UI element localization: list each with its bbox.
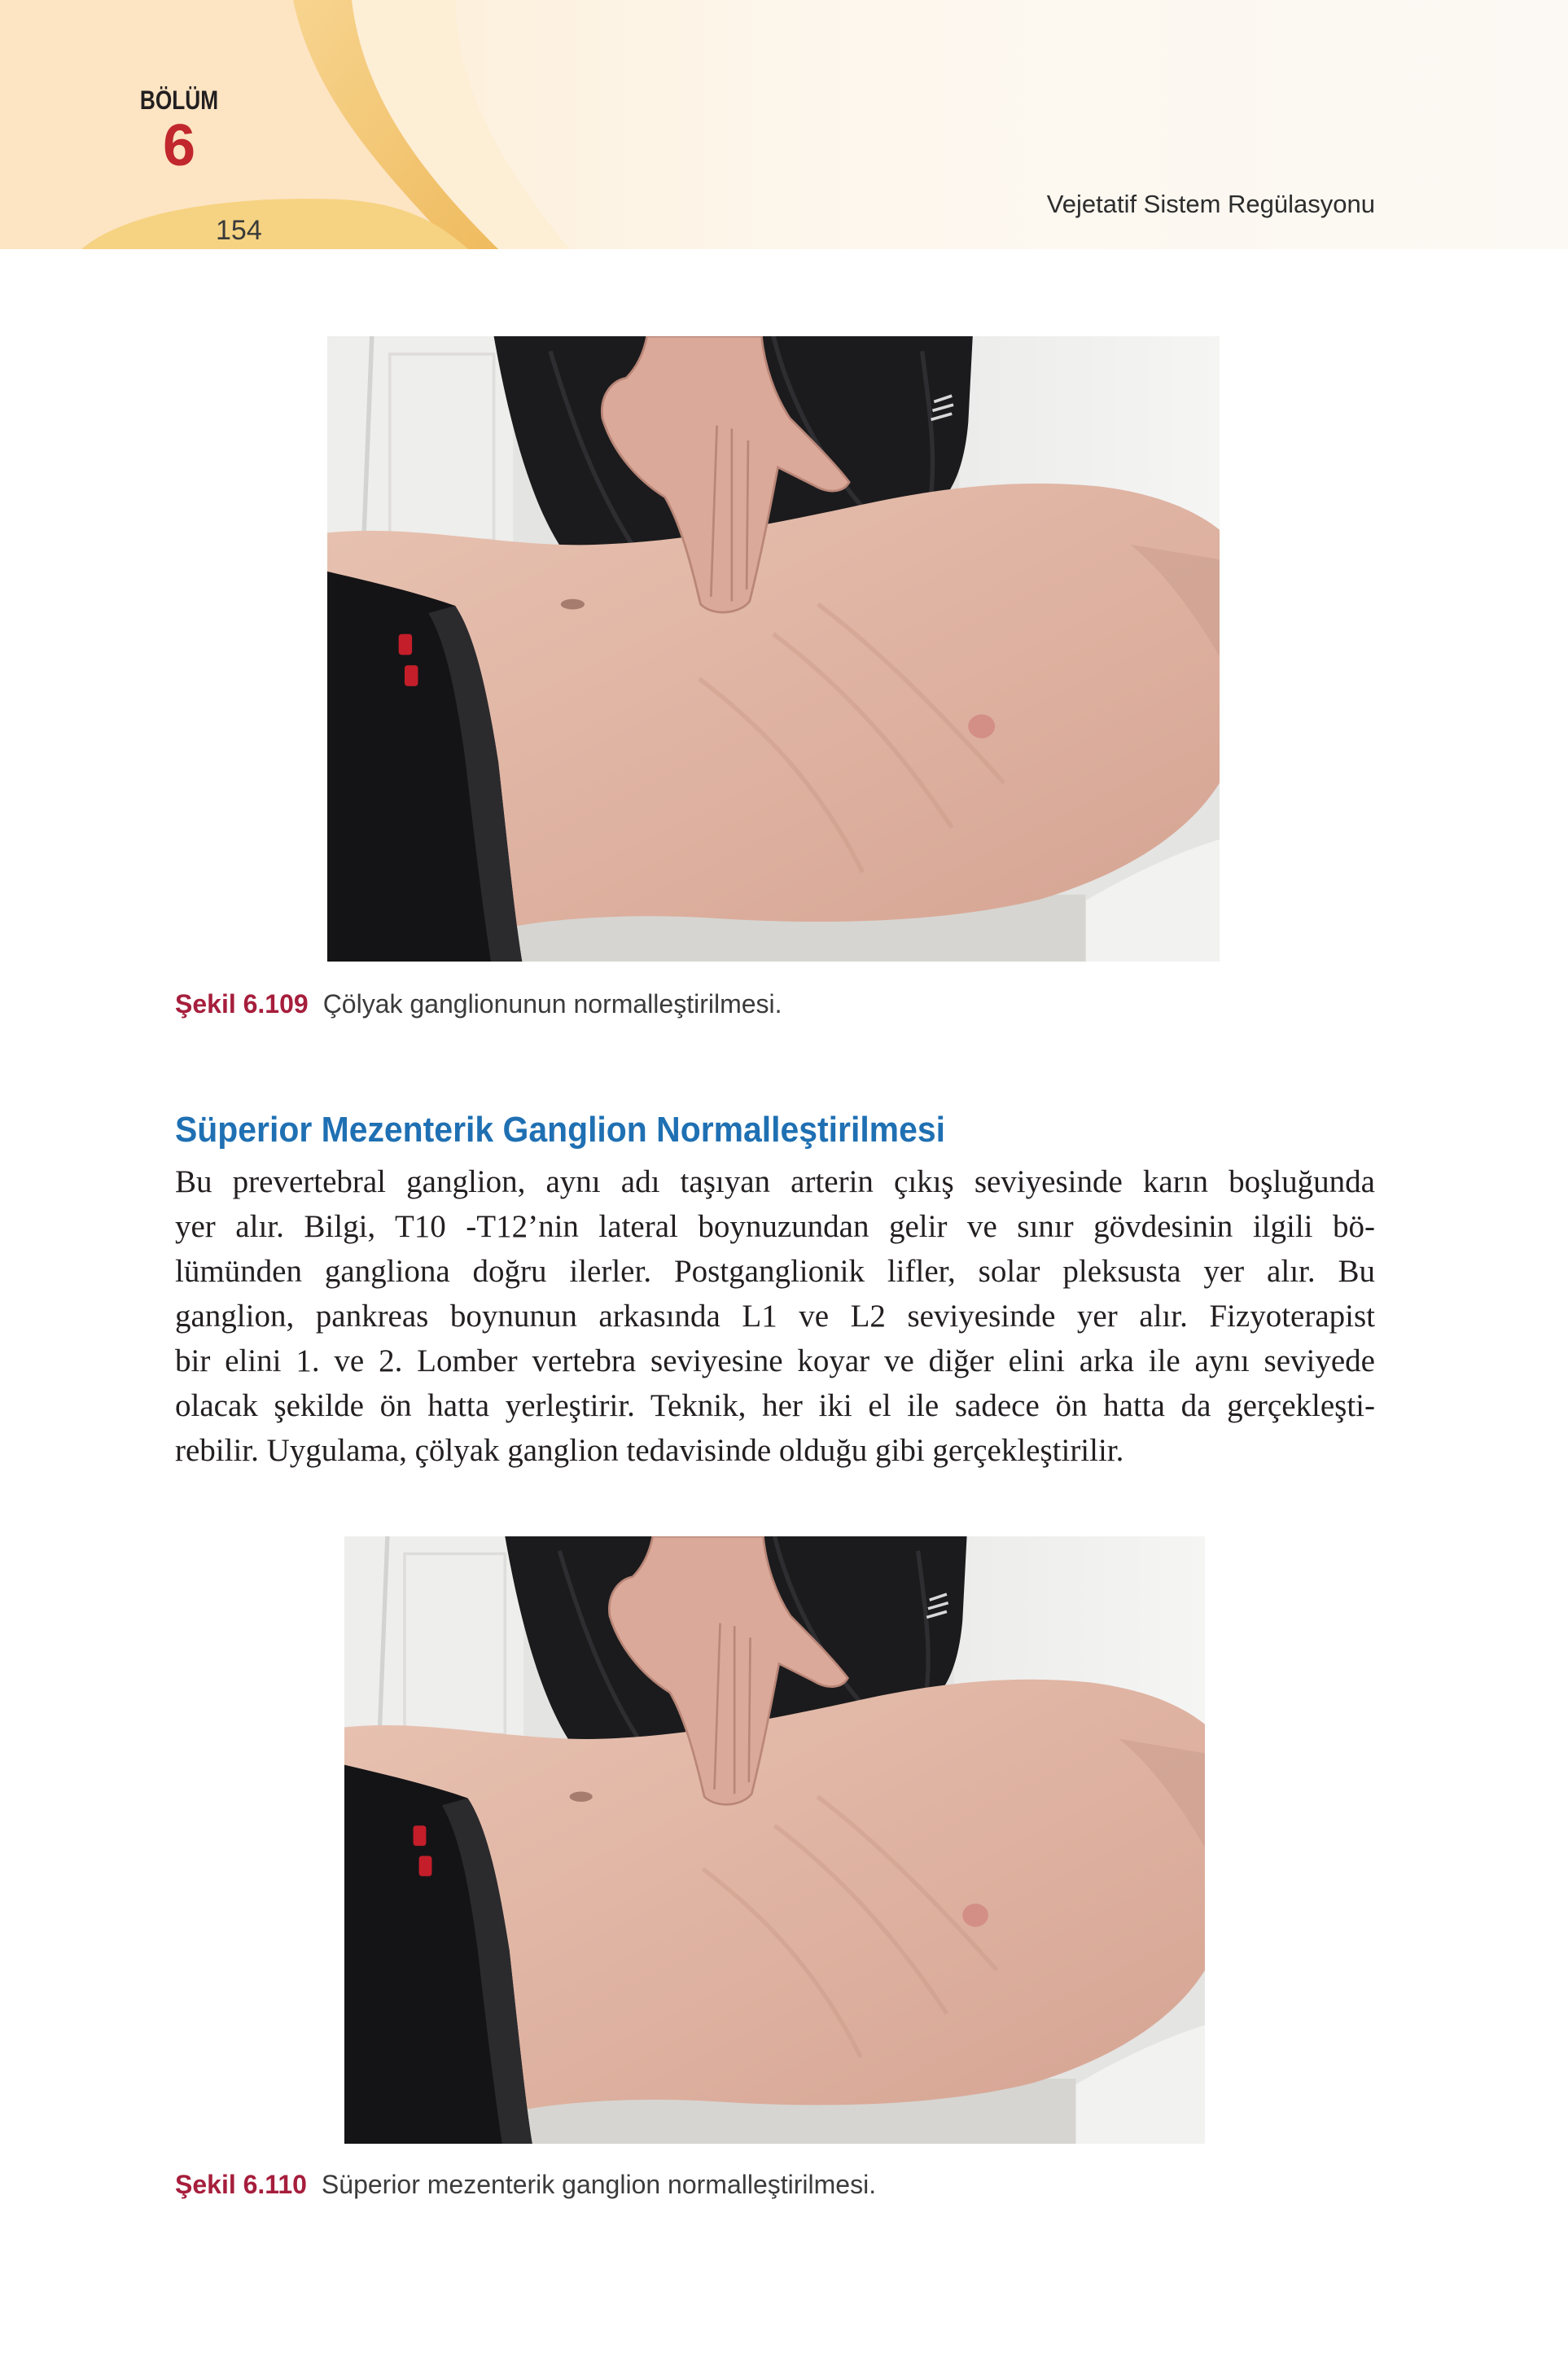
chapter-number: 6	[162, 113, 196, 178]
chapter-label: BÖLÜM	[139, 85, 219, 115]
figure-caption-text: Süperior mezenterik ganglion normalleştirilmesi.	[321, 2170, 877, 2199]
figure-caption	[175, 2171, 876, 2197]
paragraph-line: rebilir. Uygulama, çölyak ganglion tedavisinde olduğu gibi gerçekleştirilir.	[175, 1433, 1124, 1468]
page-number: 154	[216, 215, 262, 246]
body-paragraph	[175, 1159, 1375, 1473]
photo-scene	[327, 336, 1220, 962]
figure-6-110-photo	[344, 1536, 1205, 2144]
figure-label: Şekil 6.110	[175, 2170, 307, 2199]
paragraph-line: yer alır. Bilgi, T10 -T12’nin lateral boynuzundan gelir ve sınır gövdesinin ilgili bö-	[175, 1209, 1375, 1244]
paragraph-line: ganglion, pankreas boynunun arkasında L1 ve L2 seviyesinde yer alır. Fizyoterapist	[175, 1299, 1375, 1334]
paragraph-line: olacak şekilde ön hatta yerleştirir. Teknik, her iki el ile sadece ön hatta da gerçekleşti-	[175, 1388, 1375, 1423]
figure-6-109-photo	[327, 336, 1220, 962]
figure-label: Şekil 6.109	[175, 989, 309, 1019]
photo-scene	[344, 1536, 1205, 2144]
section-heading: Süperior Mezenterik Ganglion Normalleştirilmesi	[175, 1110, 945, 1150]
running-title: Vejetatif Sistem Regülasyonu	[1046, 190, 1375, 218]
paragraph-line: Bu prevertebral ganglion, aynı adı taşıyan arterin çıkış seviyesinde karın boşluğunda	[175, 1164, 1375, 1199]
figure-caption	[175, 991, 782, 1017]
paragraph-line: lümünden gangliona doğru ilerler. Postganglionik lifler, solar pleksusta yer alır. Bu	[175, 1254, 1375, 1289]
paragraph-line: bir elini 1. ve 2. Lomber vertebra seviyesine koyar ve diğer elini arka ile aynı seviyede	[175, 1343, 1375, 1378]
figure-caption-text: Çölyak ganglionunun normalleştirilmesi.	[322, 989, 782, 1019]
